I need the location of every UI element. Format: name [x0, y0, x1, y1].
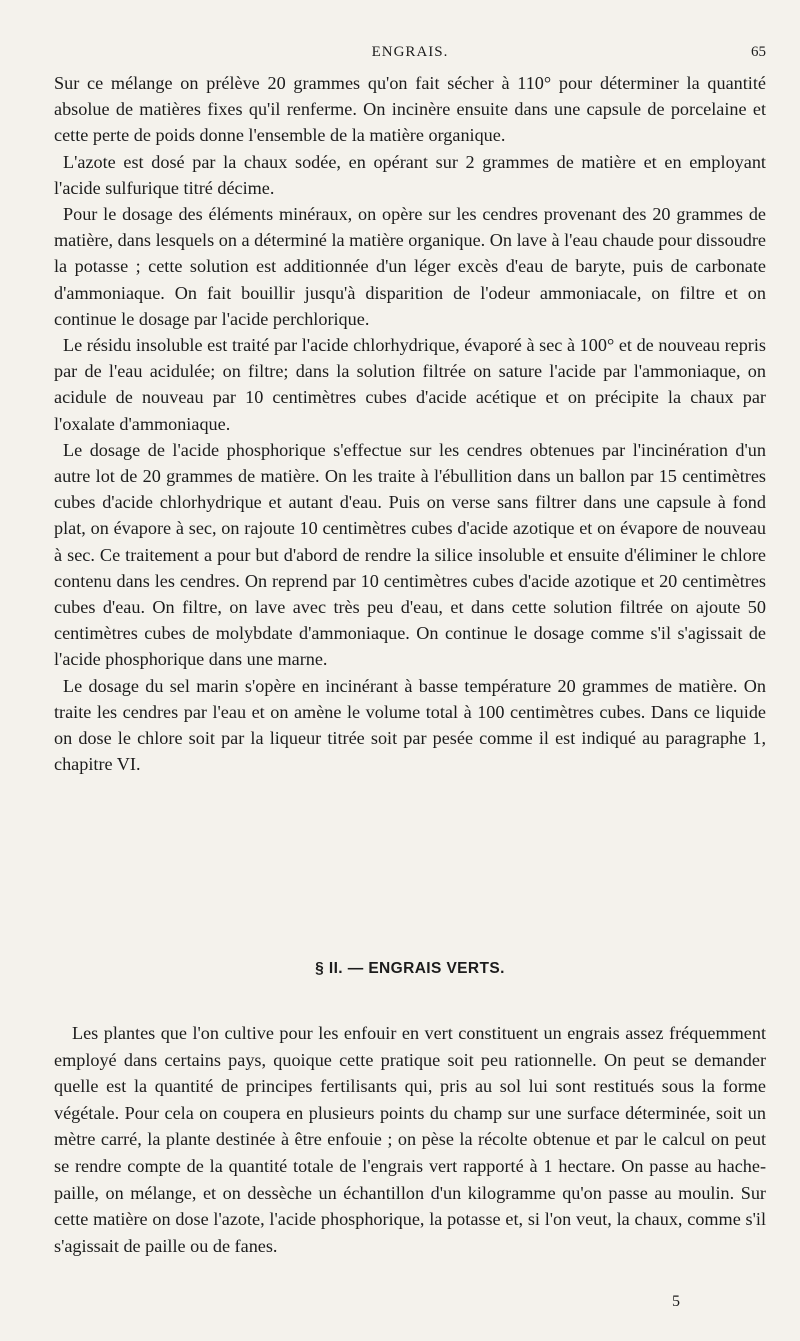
- paragraph-sea-salt: Le dosage du sel marin s'opère en incinérant à basse température 20 grammes de matière. On traite les cendres par l'eau et on amène le volume total à 100 centimètres cubes. Dans ce liquide on dose le chlore soit par la liqueur titrée soit par pesée comme il est indiqué au paragraphe 1, chapitre VI.: [54, 675, 766, 775]
- page-number: 65: [751, 44, 766, 60]
- section-heading: § II. — ENGRAIS VERTS.: [315, 960, 505, 977]
- paragraph-nitrogen-dosage: L'azote est dosé par la chaux sodée, en opérant sur 2 grammes de matière et en employant l'acide sulfurique titré décime.: [54, 151, 766, 198]
- paragraph-insoluble-residue: Le résidu insoluble est traité par l'acide chlorhydrique, évaporé à sec à 100° et de nouveau repris par de l'eau acidulée; on filtre; dans la solution filtrée on sature l'acide par l'ammoniaque, on acidule de nouveau par 10 centimètres cubes d'acide acétique et on précipite la chaux par l'oxalate d'ammoniaque.: [54, 335, 766, 434]
- paragraph-mineral-elements: Pour le dosage des éléments minéraux, on opère sur les cendres provenant des 20 grammes de matière, dans lesquels on a déterminé la matière organique. On lave à l'eau chaude pour dissoudre la potasse ; cette solution est additionnée d'un léger excès d'eau de baryte, puis de carbonate d'ammoniaque. On fait bouillir jusqu'à disparition de l'odeur ammoniacale, on filtre et on continue le dosage par l'acide perchlorique.: [54, 204, 766, 329]
- body-text: [54, 70, 766, 777]
- running-title: ENGRAIS.: [371, 44, 449, 60]
- running-head: [54, 44, 766, 66]
- section-body: [54, 1020, 766, 1259]
- paragraph-green-manure: Les plantes que l'on cultive pour les enfouir en vert constituent un engrais assez fréquemment employé dans certains pays, quoique cette pratique soit peu rationnelle. On peut se demander quelle est la quantité de principes fertilisants qui, pris au sol lui sont restitués sous la forme végétale. Pour cela on coupera en plusieurs points du champ sur une surface déterminée, soit un mètre carré, la plante destinée à être enfouie ; on pèse la récolte obtenue et par le calcul on peut se rendre compte de la quantité totale de l'engrais vert rapporté à 1 hectare. On passe au hache-paille, on mélange, et on dessèche un échantillon d'un kilogramme qu'on passe au moulin. Sur cette matière on dose l'azote, l'acide phosphorique, la potasse et, si l'on veut, la chaux, comme s'il s'agissait de paille ou de fanes.: [54, 1023, 766, 1256]
- paragraph-sample-drying: Sur ce mélange on prélève 20 grammes qu'on fait sécher à 110° pour déterminer la quantité absolue de matières fixes qu'il renferme. On incinère ensuite dans une capsule de porcelaine et cette perte de poids donne l'ensemble de la matière organique.: [54, 73, 766, 146]
- signature-mark: 5: [672, 1293, 680, 1310]
- paragraph-phosphoric-acid: Le dosage de l'acide phosphorique s'effectue sur les cendres obtenues par l'incinération d'un autre lot de 20 grammes de matière. On les traite à l'ébullition dans un ballon par 15 centimètres cubes d'acide chlorhydrique et autant d'eau. Puis on verse sans filtrer dans une capsule à fond plat, on évapore à sec, on rajoute 10 centimètres cubes d'acide azotique et on évapore de nouveau à sec. Ce traitement a pour but d'abord de rendre la silice insoluble et ensuite d'éliminer le chlore contenu dans les cendres. On reprend par 10 centimètres cubes d'acide azotique et 20 centimètres cubes d'eau. On filtre, on lave avec très peu d'eau, et dans cette solution filtrée on ajoute 50 centimètres cubes de molybdate d'ammoniaque. On continue le dosage comme s'il s'agissait de l'acide phosphorique dans une marne.: [54, 439, 766, 670]
